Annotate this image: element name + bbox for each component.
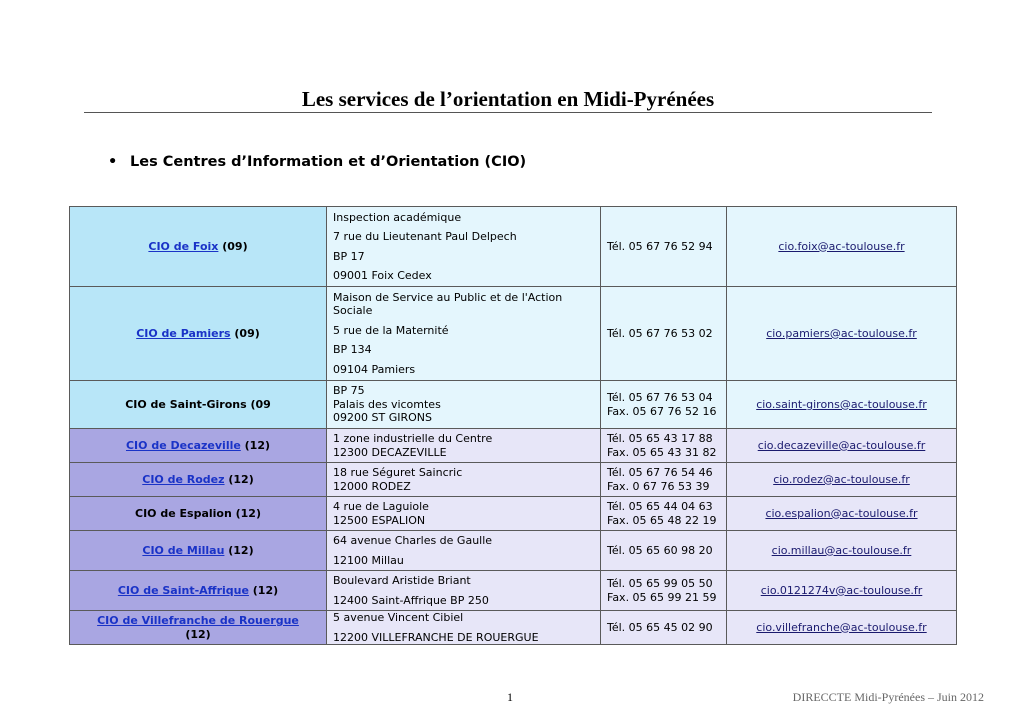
table-row [70,207,957,287]
address-line: 09001 Foix Cedex [333,269,432,282]
cio-name-cell [70,463,327,497]
fax-number: Fax. 05 67 76 52 16 [607,404,717,418]
fax-number: Fax. 05 65 48 22 19 [607,513,717,527]
address-line: 12500 ESPALION [333,513,426,527]
email-link[interactable]: cio.foix@ac-toulouse.fr [778,239,905,253]
cio-link[interactable]: CIO de Millau [142,543,225,557]
email-cell [727,429,957,463]
fax-number: Fax. 05 65 99 21 59 [607,590,717,604]
phone-cell [601,571,727,611]
cio-link[interactable]: CIO de Villefranche de Rouergue [97,614,299,627]
section-heading [108,154,526,170]
address-line: 12400 Saint-Affrique BP 250 [333,593,489,607]
email-link[interactable]: cio.0121274v@ac-toulouse.fr [760,583,923,597]
address-cell [327,611,601,645]
email-link[interactable]: cio.villefranche@ac-toulouse.fr [756,620,927,634]
phone-number: Tél. 05 67 76 53 02 [607,326,713,340]
address-cell [327,207,601,287]
address-line: Maison de Service au Public et de l'Action Sociale [333,290,563,318]
cio-link[interactable]: CIO de Foix [148,239,219,253]
cio-link[interactable]: CIO de Decazeville [125,438,241,452]
address-line: 18 rue Séguret Saincric [333,466,463,479]
email-link[interactable]: cio.millau@ac-toulouse.fr [771,543,912,557]
cio-name-cell [70,429,327,463]
cio-department: (12) [224,543,254,557]
email-cell [727,611,957,645]
email-cell [727,571,957,611]
email-cell [727,207,957,287]
cio-department: (12) [240,438,271,452]
cio-name-cell [70,571,327,611]
table-row [70,571,957,611]
address-line: 5 avenue Vincent Cibiel [333,611,464,624]
email-cell [727,381,957,429]
phone-number: Tél. 05 67 76 53 04 [607,391,713,404]
bullet-icon: • [108,154,118,170]
phone-cell [601,381,727,429]
phone-number: Tél. 05 67 76 52 94 [607,239,713,253]
phone-cell [601,207,727,287]
address-cell [327,287,601,381]
page-title: Les services de l’orientation en Midi-Pyrénées [301,87,715,111]
phone-cell [601,429,727,463]
phone-number: Tél. 05 65 99 05 50 [607,577,713,590]
fax-number: Fax. 05 65 43 31 82 [607,445,717,459]
page-number: 1 [507,690,513,704]
cio-name-cell [70,381,327,429]
phone-number: Tél. 05 65 44 04 63 [607,500,713,513]
cio-name-cell [70,611,327,645]
address-line: Inspection académique [333,210,462,224]
cio-table [69,206,957,645]
cio-department: (12) [248,583,279,597]
table-row [70,463,957,497]
phone-cell [601,287,727,381]
table-row [70,611,957,645]
email-link[interactable]: cio.pamiers@ac-toulouse.fr [766,326,917,340]
email-cell [727,463,957,497]
address-cell [327,381,601,429]
address-line: 1 zone industrielle du Centre [333,432,493,445]
fax-number: Fax. 0 67 76 53 39 [607,479,710,493]
address-line: 12300 DECAZEVILLE [333,445,447,459]
table-row [70,381,957,429]
email-link[interactable]: cio.saint-girons@ac-toulouse.fr [756,397,927,411]
cio-link[interactable]: CIO de Saint-Affrique [117,583,249,597]
phone-number: Tél. 05 65 43 17 88 [607,432,713,445]
phone-number: Tél. 05 67 76 54 46 [607,466,713,479]
email-link[interactable]: cio.decazeville@ac-toulouse.fr [757,438,926,452]
table-row [70,287,957,381]
address-line: 64 avenue Charles de Gaulle [333,534,493,547]
phone-number: Tél. 05 65 45 02 90 [607,620,713,634]
address-line: 5 rue de la Maternité [333,323,449,337]
cio-link[interactable]: CIO de Pamiers [136,326,231,340]
cio-name-cell [70,531,327,571]
email-cell [727,497,957,531]
cio-link[interactable]: CIO de Rodez [142,472,225,486]
cio-department: (12) [224,472,254,486]
cio-department: (09) [230,326,260,340]
footer-source: DIRECCTE Midi-Pyrénées – Juin 2012 [792,690,984,704]
phone-number: Tél. 05 65 60 98 20 [607,543,713,557]
address-cell [327,571,601,611]
table-row [70,429,957,463]
phone-cell [601,531,727,571]
address-line: Palais des vicomtes [333,397,441,411]
phone-cell [601,611,727,645]
address-cell [327,497,601,531]
email-link[interactable]: cio.espalion@ac-toulouse.fr [765,506,918,520]
cio-department: (09) [218,239,248,253]
address-cell [327,531,601,571]
address-line: 09200 ST GIRONS [333,411,432,425]
cio-name-cell [70,207,327,287]
phone-cell [601,497,727,531]
address-line: Boulevard Aristide Briant [333,574,471,587]
address-line: BP 75 [333,384,365,398]
address-line: 4 rue de Laguiole [333,500,429,513]
address-cell [327,463,601,497]
address-line: 7 rue du Lieutenant Paul Delpech [333,230,517,243]
email-cell [727,531,957,571]
email-cell [727,287,957,381]
address-line: BP 17 [333,249,365,263]
cio-department: CIO de Espalion (12) [135,506,261,520]
address-cell [327,429,601,463]
address-line: 12200 VILLEFRANCHE DE ROUERGUE [333,630,539,644]
address-line: 12000 RODEZ [333,479,411,493]
cio-department: CIO de Saint-Girons (09 [125,397,271,411]
cio-name-cell [70,287,327,381]
email-link[interactable]: cio.rodez@ac-toulouse.fr [773,472,910,486]
address-line: 12100 Millau [333,553,404,567]
section-heading-text: Les Centres d’Information et d’Orientation (CIO) [130,154,527,170]
table-row [70,497,957,531]
title-rule [84,112,932,113]
cio-department: (12) [185,627,211,641]
address-line: 09104 Pamiers [333,362,416,376]
address-line: BP 134 [333,343,372,357]
phone-cell [601,463,727,497]
cio-name-cell [70,497,327,531]
table-row [70,531,957,571]
